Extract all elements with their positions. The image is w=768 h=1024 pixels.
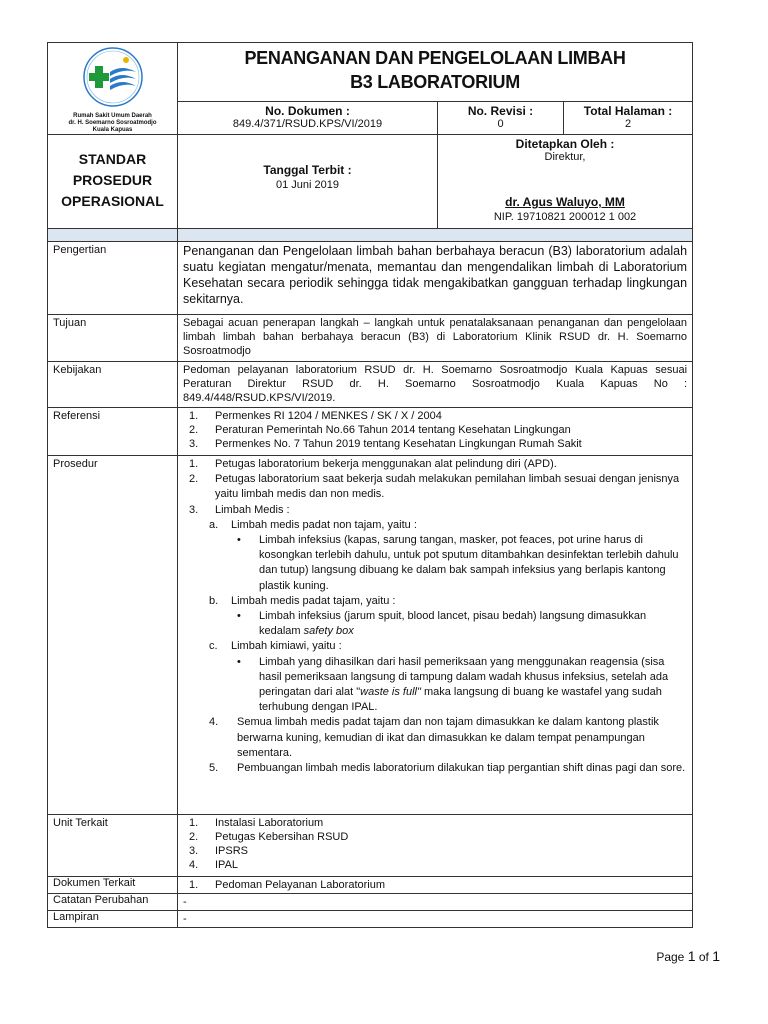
sub-item-b: b. Limbah medis padat tajam, yaitu : <box>209 594 396 607</box>
list-item: 1. Petugas laboratorium bekerja menggunakan alat pelindung diri (APD). <box>189 458 557 470</box>
bullet-item: • Limbah infeksius (jarum spuit, blood lancet, pisau bedah) langsung dimasukkan kedalam safety box <box>237 610 647 638</box>
title-line2: B3 LABORATORIUM <box>350 72 520 92</box>
page-number: 1 <box>687 948 696 964</box>
sop-table <box>47 42 693 928</box>
total-halaman-cell <box>564 102 693 135</box>
total-halaman-value: 2 <box>624 118 632 131</box>
no-dokumen-label: No. Dokumen : <box>265 104 350 119</box>
prosedur-content <box>178 456 693 815</box>
page-total: 1 <box>712 948 720 964</box>
no-revisi-cell <box>438 102 564 135</box>
total-halaman-label: Total Halaman : <box>583 104 673 119</box>
bullet-item: • Limbah infeksius (kapas, sarung tangan, masker, pot feaces, pot urine harus di kosongkan terlebih dahulu, untuk pot sputum ditambahkan desinfektan terlebih dahulu dan tutup) langsung dibuang ke dalam bak sampah infeksius yang berlapis kantong plastik kuning. <box>237 534 679 592</box>
logo-cell <box>48 43 178 135</box>
list-item: 3. IPSRS <box>189 845 249 857</box>
no-revisi-value: 0 <box>497 118 504 131</box>
referensi-list <box>178 408 693 456</box>
list-item: 4. Semua limbah medis padat tajam dan non tajam dimasukkan ke dalam kantong plastik berwarna kuning, kemudian di ikat dan dimasukkan ke dalam tempat penampungan sementara. <box>209 716 659 759</box>
page-label: Page <box>656 950 685 964</box>
tanggal-terbit-value: 01 Juni 2019 <box>276 179 339 191</box>
list-item: 1. Instalasi Laboratorium <box>189 817 324 829</box>
list-item: 5. Pembuangan limbah medis laboratorium dilakukan tiap pergantian shift dinas pagi dan sore. <box>209 762 686 775</box>
list-item: 2. Peraturan Pemerintah No.66 Tahun 2014 tentang Kesehatan Lingkungan <box>189 424 571 436</box>
catatan-perubahan-value: - <box>178 894 693 911</box>
pengertian-text: Penanganan dan Pengelolaan limbah bahan berbahaya beracun (B3) laboratorium adalah suatu kegiatan mengatur/menata, memantau dan mengendalikan limbah di Laboratorium Kesehatan secara periodik sehingga tidak mengakibatkan gangguan terhadap lingkungan sekitarnya. <box>178 242 693 315</box>
hospital-name-line3: Kuala Kapuas <box>92 127 133 133</box>
document-title <box>178 43 693 102</box>
page-footer <box>656 948 720 964</box>
no-revisi-label: No. Revisi : <box>467 104 534 119</box>
list-item: 2. Petugas Kebersihan RSUD <box>189 831 349 843</box>
dokumen-terkait-label: Dokumen Terkait <box>48 877 178 894</box>
lampiran-value: - <box>178 911 693 928</box>
prosedur-label: Prosedur <box>48 456 178 815</box>
unit-terkait-list <box>178 815 693 877</box>
of-label: of <box>698 950 709 964</box>
sop-document <box>47 42 692 928</box>
kebijakan-label: Kebijakan <box>48 362 178 408</box>
sop-line3: OPERASIONAL <box>61 193 164 209</box>
list-item: 4. IPAL <box>189 859 239 871</box>
tanggal-terbit-label: Tanggal Terbit : <box>263 163 352 177</box>
lampiran-label: Lampiran <box>48 911 178 928</box>
pengertian-label: Pengertian <box>48 242 178 315</box>
ditetapkan-jabatan: Direktur, <box>544 151 586 163</box>
sop-line1: STANDAR <box>78 151 147 167</box>
list-item: 3. Permenkes No. 7 Tahun 2019 tentang Kesehatan Lingkungan Rumah Sakit <box>189 438 582 450</box>
no-dokumen-cell <box>178 102 438 135</box>
ditetapkan-cell <box>438 135 693 229</box>
ditetapkan-nama: dr. Agus Waluyo, MM <box>505 195 625 209</box>
sop-label-cell <box>48 135 178 229</box>
tanggal-terbit-cell <box>178 135 438 229</box>
referensi-label: Referensi <box>48 408 178 456</box>
ditetapkan-label: Ditetapkan Oleh : <box>515 137 615 151</box>
tujuan-text: Sebagai acuan penerapan langkah – langkah untuk penatalaksanaan penanganan dan pengelolaan limbah limbah bahan berbahaya beracun (B3) di Laboratorium Klinik RSUD dr. H. Soemarno Sosroatmodjo <box>178 315 693 362</box>
dokumen-terkait-list: 1. Pedoman Pelayanan Laboratorium <box>178 877 693 894</box>
list-item: 2. Petugas laboratorium saat bekerja sudah melakukan pemilahan limbah sesuai dengan jenisnya yaitu limbah medis dan non medis. <box>189 473 680 501</box>
hospital-name-line2: dr. H. Soemarno Sosroatmodjo <box>68 120 157 126</box>
kebijakan-text: Pedoman pelayanan laboratorium RSUD dr. H. Soemarno Sosroatmodjo Kuala Kapuas sesuai Peraturan Direktur RSUD dr. H. Soemarno Sosroatmodjo Kuala Kapuas No : 849.4/448/RSUD.KPS/VI/2019. <box>178 362 693 408</box>
hospital-logo-icon <box>80 46 146 108</box>
no-dokumen-value: 849.4/371/RSUD.KPS/VI/2019 <box>232 118 383 131</box>
list-item: 1. Permenkes RI 1204 / MENKES / SK / X / 2004 <box>189 410 442 422</box>
tujuan-label: Tujuan <box>48 315 178 362</box>
catatan-perubahan-label: Catatan Perubahan <box>48 894 178 911</box>
hospital-name-line1: Rumah Sakit Umum Daerah <box>73 113 152 119</box>
unit-terkait-label: Unit Terkait <box>48 815 178 877</box>
title-line1: PENANGANAN DAN PENGELOLAAN LIMBAH <box>244 48 626 68</box>
sub-item-a: a. Limbah medis padat non tajam, yaitu : <box>209 518 417 531</box>
ditetapkan-nip: NIP. 19710821 200012 1 002 <box>493 211 637 223</box>
sub-item-c: c. Limbah kimiawi, yaitu : <box>209 640 342 653</box>
separator-row <box>48 229 693 242</box>
bullet-item: • Limbah yang dihasilkan dari hasil pemeriksaan yang menggunakan reagensia (sisa hasil pemeriksaan langsung di tampung dalam wadah khusus infeksius, setelah ada peringatan dari alat "waste is full" maka langsung di buang ke wastafel yang sudah terhubung dengan IPAL. <box>237 655 669 714</box>
sop-line2: PROSEDUR <box>72 172 153 188</box>
list-item: 3. Limbah Medis : <box>189 503 290 516</box>
